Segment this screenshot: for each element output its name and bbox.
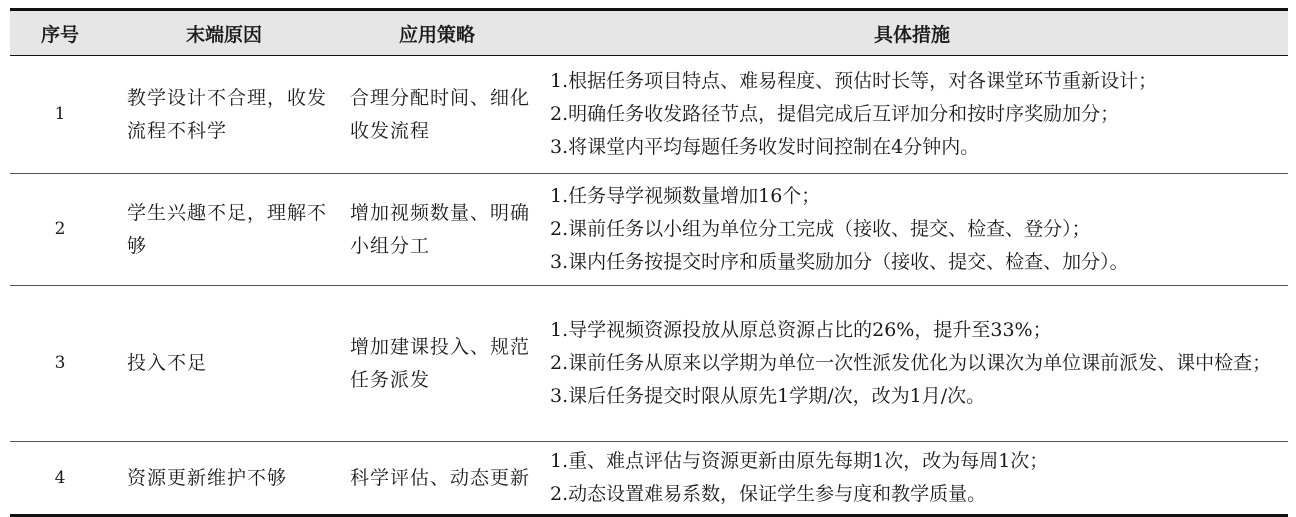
- table-row: [10, 442, 1288, 516]
- table-header: [10, 10, 1288, 56]
- header-strategy: 应用策略: [338, 10, 536, 56]
- action-item: 3.将课堂内平均每题任务收发时间控制在4分钟内。: [550, 136, 980, 158]
- table-body: [10, 56, 1288, 516]
- header-no: 序号: [10, 10, 110, 56]
- action-item: 1.根据任务项目特点、难易程度、预估时长等，对各课堂环节重新设计；: [550, 70, 1158, 92]
- row-cause: 教学设计不合理，收发流程不科学: [110, 56, 338, 174]
- action-item: 1.任务导学视频数量增加16个；: [550, 185, 821, 207]
- row-number: 3: [10, 286, 110, 442]
- measures-table: [10, 8, 1288, 517]
- row-cause: 资源更新维护不够: [110, 442, 338, 516]
- action-item: 3.课后任务提交时限从原先1学期/次，改为1月/次。: [550, 385, 986, 407]
- action-item: 2.明确任务收发路径节点，提倡完成后互评加分和按时序奖励加分；: [550, 103, 1120, 125]
- action-item: 2.课前任务从原来以学期为单位一次性派发优化为以课次为单位课前派发、课中检查；: [550, 352, 1272, 374]
- table-row: [10, 286, 1288, 442]
- header-row: [10, 10, 1288, 56]
- action-item: 1.重、难点评估与资源更新由原先每期1次，改为每周1次；: [550, 450, 1049, 472]
- row-strategy: 科学评估、动态更新: [338, 442, 536, 516]
- header-cause: 末端原因: [110, 10, 338, 56]
- row-number: 2: [10, 174, 110, 286]
- table-row: [10, 56, 1288, 174]
- row-actions: [536, 56, 1288, 174]
- row-number: 1: [10, 56, 110, 174]
- table-row: [10, 174, 1288, 286]
- row-actions: [536, 286, 1288, 442]
- action-item: 3.课内任务按提交时序和质量奖励加分（接收、提交、检查、加分）。: [550, 251, 1129, 273]
- row-actions: [536, 442, 1288, 516]
- row-actions: [536, 174, 1288, 286]
- row-cause: 学生兴趣不足，理解不够: [110, 174, 338, 286]
- row-strategy: 增加视频数量、明确小组分工: [338, 174, 536, 286]
- row-strategy: 增加建课投入、规范任务派发: [338, 286, 536, 442]
- action-item: 2.课前任务以小组为单位分工完成（接收、提交、检查、登分）；: [550, 218, 1091, 240]
- action-item: 2.动态设置难易系数，保证学生参与度和教学质量。: [550, 483, 987, 505]
- action-item: 1.导学视频资源投放从原总资源占比的26%，提升至33%；: [550, 319, 1052, 341]
- header-actions: 具体措施: [536, 10, 1288, 56]
- row-strategy: 合理分配时间、细化收发流程: [338, 56, 536, 174]
- row-number: 4: [10, 442, 110, 516]
- row-cause: 投入不足: [110, 286, 338, 442]
